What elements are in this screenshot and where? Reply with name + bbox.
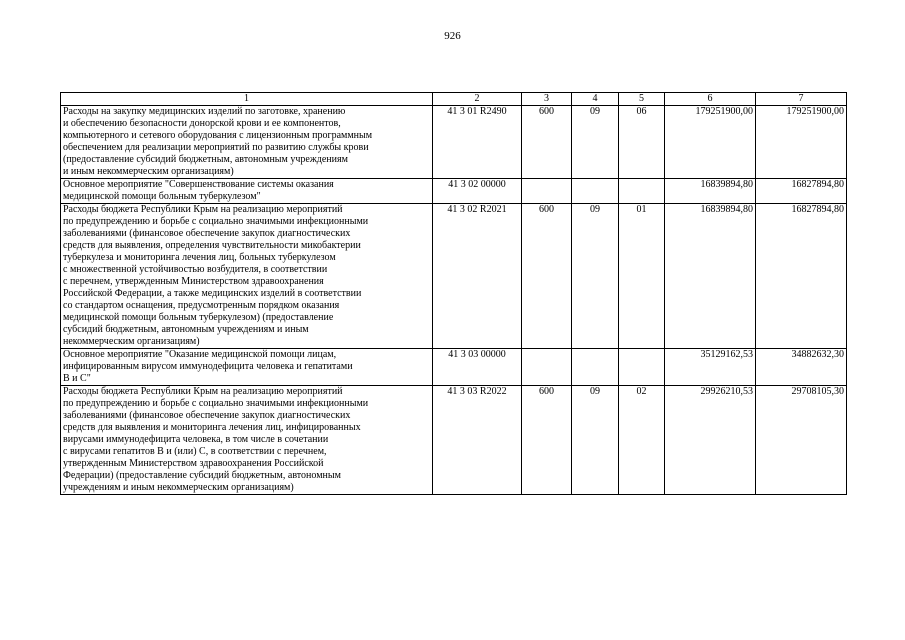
row-col3 bbox=[522, 179, 572, 204]
table-row bbox=[61, 106, 847, 179]
row-amount-col7: 16827894,80 bbox=[756, 204, 847, 349]
row-col3: 600 bbox=[522, 106, 572, 179]
table-row bbox=[61, 349, 847, 386]
row-amount-col7: 179251900,00 bbox=[756, 106, 847, 179]
row-code: 41 3 02 R2021 bbox=[433, 204, 522, 349]
row-amount-col7: 16827894,80 bbox=[756, 179, 847, 204]
row-col4: 09 bbox=[572, 386, 619, 495]
row-code: 41 3 03 R2022 bbox=[433, 386, 522, 495]
row-col3: 600 bbox=[522, 386, 572, 495]
column-header-3: 3 bbox=[522, 93, 572, 106]
table-row bbox=[61, 386, 847, 495]
column-header-1: 1 bbox=[61, 93, 433, 106]
table-row bbox=[61, 204, 847, 349]
row-col4: 09 bbox=[572, 106, 619, 179]
row-description: Расходы бюджета Республики Крым на реализацию мероприятий по предупреждению и борьбе с социально значимыми инфекционными заболеваниями (финансовое обеспечение закупок диагностических средств для выявления и мониторинга лечения лиц, инфицированных вирусами иммунодефицита человека, в том числе в сочетании с вирусами гепатитов В и (или) С, в соответствии с перечнем, утвержденным Министерством здравоохранения Российской Федерации) (предоставление субсидий бюджетным, автономным учреждениям и иным некоммерческим организациям) bbox=[61, 386, 433, 495]
row-col3 bbox=[522, 349, 572, 386]
row-code: 41 3 03 00000 bbox=[433, 349, 522, 386]
page-number: 926 bbox=[444, 30, 461, 42]
row-col5 bbox=[619, 179, 665, 204]
table-body bbox=[61, 106, 847, 495]
row-amount-col7: 29708105,30 bbox=[756, 386, 847, 495]
row-amount-col6: 16839894,80 bbox=[665, 179, 756, 204]
column-header-4: 4 bbox=[572, 93, 619, 106]
row-description: Основное мероприятие "Оказание медицинской помощи лицам, инфицированным вирусом иммунодефицита человека и гепатитами В и С" bbox=[61, 349, 433, 386]
budget-table bbox=[60, 92, 847, 495]
column-header-2: 2 bbox=[433, 93, 522, 106]
row-amount-col6: 35129162,53 bbox=[665, 349, 756, 386]
row-col4 bbox=[572, 179, 619, 204]
row-amount-col6: 16839894,80 bbox=[665, 204, 756, 349]
row-col4 bbox=[572, 349, 619, 386]
header-row bbox=[61, 93, 847, 106]
table-row bbox=[61, 179, 847, 204]
row-col5 bbox=[619, 349, 665, 386]
column-header-5: 5 bbox=[619, 93, 665, 106]
column-header-7: 7 bbox=[756, 93, 847, 106]
row-col3: 600 bbox=[522, 204, 572, 349]
row-col5: 01 bbox=[619, 204, 665, 349]
row-amount-col6: 29926210,53 bbox=[665, 386, 756, 495]
row-amount-col7: 34882632,30 bbox=[756, 349, 847, 386]
row-col4: 09 bbox=[572, 204, 619, 349]
row-amount-col6: 179251900,00 bbox=[665, 106, 756, 179]
row-description: Расходы на закупку медицинских изделий по заготовке, хранению и обеспечению безопасности донорской крови и ее компонентов, компьютерного и сетевого оборудования с лицензионным программным обеспечением для реализации мероприятий по развитию службы крови (предоставление субсидий бюджетным, автономным учреждениям и иным некоммерческим организациям) bbox=[61, 106, 433, 179]
row-col5: 06 bbox=[619, 106, 665, 179]
row-code: 41 3 02 00000 bbox=[433, 179, 522, 204]
row-col5: 02 bbox=[619, 386, 665, 495]
row-description: Основное мероприятие "Совершенствование системы оказания медицинской помощи больным туберкулезом" bbox=[61, 179, 433, 204]
row-description: Расходы бюджета Республики Крым на реализацию мероприятий по предупреждению и борьбе с социально значимыми инфекционными заболеваниями (финансовое обеспечение закупок диагностических средств для выявления, определения чувствительности микобактерии туберкулеза и мониторинга лечения лиц, больных туберкулезом с множественной устойчивостью возбудителя, в соответствии с перечнем, утвержденным Министерством здравоохранения Российской Федерации, а также медицинских изделий в соответствии со стандартом оснащения, предусмотренным порядком оказания медицинской помощи больным туберкулезом) (предоставление субсидий бюджетным, автономным учреждениям и иным некоммерческим организациям) bbox=[61, 204, 433, 349]
column-header-6: 6 bbox=[665, 93, 756, 106]
row-code: 41 3 01 R2490 bbox=[433, 106, 522, 179]
